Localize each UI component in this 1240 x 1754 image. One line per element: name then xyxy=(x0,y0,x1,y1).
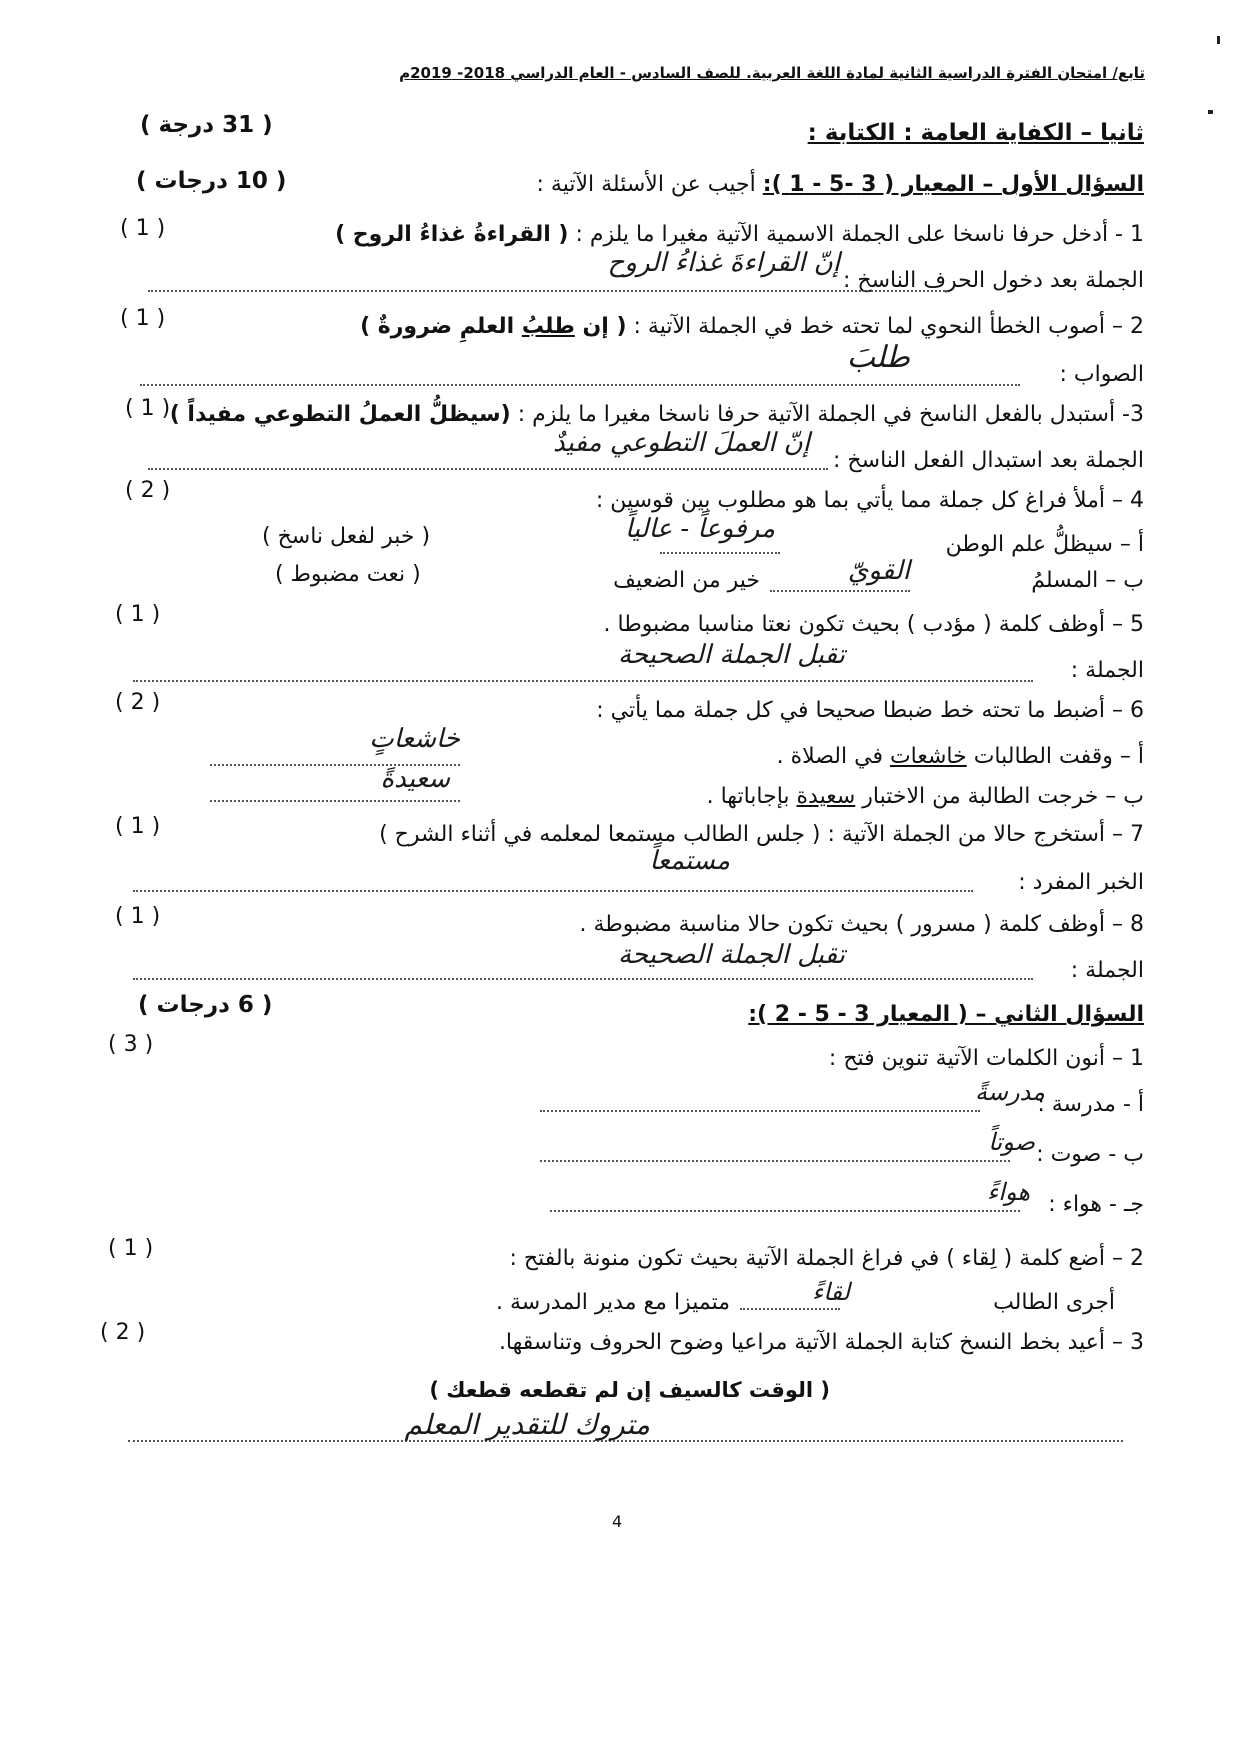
q1-item4-b-answer[interactable]: القويّ xyxy=(847,556,910,586)
q1-item6-b-target: سعيدة xyxy=(796,784,856,809)
q1-item1-text: 1 - أدخل حرفا ناسخا على الجملة الاسمية الآتية مغيرا ما يلزم : xyxy=(575,222,1144,247)
q1-item2-text: 2 – أصوب الخطأ النحوي لما تحته خط في الجملة الآتية : xyxy=(633,314,1144,339)
q1-item2-answer-label: الصواب : xyxy=(1059,362,1144,387)
q1-item5-answer-line xyxy=(133,680,1033,682)
q1-item1-prompt xyxy=(335,222,1144,247)
scan-speck xyxy=(1217,36,1220,44)
q1-item6-prompt: 6 – أضبط ما تحته خط ضبطا صحيحا في كل جملة مما يأتي : xyxy=(596,698,1144,723)
q1-item5-prompt: 5 – أوظف كلمة ( مؤدب ) بحيث تكون نعتا مناسبا مضبوطا . xyxy=(603,612,1144,637)
q1-item2-sentence: ( إن طلبُ العلمِ ضرورةٌ ) xyxy=(360,314,627,339)
scan-speck xyxy=(1208,110,1213,114)
q1-title: السؤال الأول – المعيار ( 3 -5 - 1 ): xyxy=(762,172,1144,197)
q1-item8-prompt: 8 – أوظف كلمة ( مسرور ) بحيث تكون حالا مناسبة مضبوطة . xyxy=(579,912,1144,937)
q2-item1-b-line xyxy=(540,1160,1010,1162)
q2-title: السؤال الثاني – ( المعيار 3 - 5 - 2 ): xyxy=(748,1002,1144,1027)
exam-header: تابع/ امتحان الفترة الدراسية الثانية لمادة اللغة العربية. للصف السادس - العام الدراسي 2018- 2019م xyxy=(399,64,1145,82)
q1-item4-a-text: أ – سيظلُّ علم الوطن xyxy=(945,532,1144,557)
q2-item2-answer[interactable]: لقاءً xyxy=(811,1278,850,1306)
q1-item2-answer-line xyxy=(140,384,1020,386)
q2-item2-prompt: 2 – أضع كلمة ( لِقاء ) في فراغ الجملة الآتية بحيث تكون منونة بالفتح : xyxy=(509,1246,1144,1271)
q1-item7-answer[interactable]: مستمعاً xyxy=(649,846,730,876)
q1-item5-answer[interactable]: تقبل الجملة الصحيحة xyxy=(617,640,845,670)
q1-item2-prompt xyxy=(360,314,1144,339)
q1-item1-answer[interactable]: إنّ القراءةَ غذاءُ الروح xyxy=(607,248,840,278)
q2-item1-prompt: 1 – أنون الكلمات الآتية تنوين فتح : xyxy=(828,1046,1144,1071)
page-number: 4 xyxy=(612,1512,623,1531)
q1-item7-score: ( 1 ) xyxy=(115,814,161,839)
q2-item1-a-label: أ - مدرسة : xyxy=(1037,1092,1144,1117)
q2-item3-answer[interactable]: متروك للتقدير المعلم xyxy=(404,1408,650,1441)
q2-item3-proverb: ( الوقت كالسيف إن لم تقطعه قطعك ) xyxy=(429,1378,830,1402)
q1-item3-answer-label: الجملة بعد استبدال الفعل الناسخ : xyxy=(833,448,1144,473)
q1-item6-b-answer[interactable]: سعيدةً xyxy=(380,764,450,794)
q2-item2-score: ( 1 ) xyxy=(108,1236,154,1261)
q2-item2-sentence-pre: أجرى الطالب xyxy=(993,1290,1115,1315)
q1-instruction: أجيب عن الأسئلة الآتية : xyxy=(536,172,756,197)
q2-item1-score: ( 3 ) xyxy=(108,1032,154,1057)
q1-item6-score: ( 2 ) xyxy=(115,690,161,715)
q1-item6-a-sentence: أ – وقفت الطالبات خاشعات في الصلاة . xyxy=(776,744,1144,769)
q1-marks: ( 10 درجات ) xyxy=(136,168,287,194)
q2-item1-c-label: جـ - هواء : xyxy=(1048,1192,1144,1217)
q1-item4-b-hint: ( نعت مضبوط ) xyxy=(275,562,421,587)
q1-item6-b-line xyxy=(210,800,460,802)
q2-item1-c-line xyxy=(550,1210,1020,1212)
q2-item1-b-answer[interactable]: صوتاً xyxy=(988,1128,1035,1156)
q1-item5-answer-label: الجملة : xyxy=(1070,658,1144,683)
section-marks: ( 31 درجة ) xyxy=(140,112,273,138)
q2-item2-answer-line xyxy=(740,1308,840,1310)
q1-item3-score: ( 1 ) xyxy=(125,396,171,421)
q1-item1-answer-label: الجملة بعد دخول الحرف الناسخ : xyxy=(843,268,1144,293)
q1-item2-score: ( 1 ) xyxy=(120,306,166,331)
q1-item8-answer-line xyxy=(133,978,1033,980)
q1-item4-a-answer[interactable]: مرفوعاً - عالياً xyxy=(624,514,775,544)
q1-item4-score: ( 2 ) xyxy=(125,478,171,503)
section-title: ثانيا – الكفاية العامة : الكتابة : xyxy=(807,120,1144,146)
q1-item6-b-sentence: ب – خرجت الطالبة من الاختبار سعيدة بإجاباتها . xyxy=(706,784,1144,809)
q1-item3-answer[interactable]: إنّ العملَ التطوعي مفيدٌ xyxy=(552,428,810,458)
q2-item1-a-line xyxy=(540,1110,980,1112)
q1-item8-answer[interactable]: تقبل الجملة الصحيحة xyxy=(617,940,845,970)
q2-item1-a-answer[interactable]: مدرسةً xyxy=(974,1078,1045,1106)
q1-item1-sentence: ( القراءةُ غذاءُ الروح ) xyxy=(335,222,569,247)
q1-item4-b-pre: ب – المسلمُ xyxy=(1031,568,1144,593)
q1-item4-b-post: خير من الضعيف xyxy=(613,568,760,593)
q1-item2-answer[interactable]: طلبَ xyxy=(846,340,910,375)
q1-item3-sentence: (سيظلُّ العملُ التطوعي مفيداً ) xyxy=(169,402,511,427)
q1-item3-text: 3- أستبدل بالفعل الناسخ في الجملة الآتية حرفا ناسخا مغيرا ما يلزم : xyxy=(517,402,1144,427)
q1-item3-prompt xyxy=(170,402,1144,427)
q1-item8-score: ( 1 ) xyxy=(115,904,161,929)
q2-item3-score: ( 2 ) xyxy=(100,1320,146,1345)
q1-item6-a-answer[interactable]: خاشعاتٍ xyxy=(369,724,460,754)
q1-item1-score: ( 1 ) xyxy=(120,216,166,241)
q1-item4-b-line xyxy=(770,590,910,592)
q2-item1-c-answer[interactable]: هواءً xyxy=(986,1178,1030,1206)
q1-item7-answer-line xyxy=(133,890,973,892)
q1-item3-answer-line xyxy=(148,468,828,470)
q2-item2-sentence-post: متميزا مع مدير المدرسة . xyxy=(495,1290,730,1315)
q1-item1-answer-line xyxy=(148,290,948,292)
q1-item5-score: ( 1 ) xyxy=(115,602,161,627)
q1-item4-a-line xyxy=(660,552,780,554)
q1-header xyxy=(537,172,1144,197)
q2-item3-prompt: 3 – أعيد بخط النسخ كتابة الجملة الآتية مراعيا وضوح الحروف وتناسقها. xyxy=(498,1330,1144,1355)
q2-item1-b-label: ب - صوت : xyxy=(1036,1142,1144,1167)
q1-item6-a-target: خاشعات xyxy=(889,744,967,769)
q1-item8-answer-label: الجملة : xyxy=(1070,958,1144,983)
q1-item7-prompt: 7 – أستخرج حالا من الجملة الآتية : ( جلس الطالب مستمعا لمعلمه في أثناء الشرح ) xyxy=(379,822,1144,847)
q1-item7-answer-label: الخبر المفرد : xyxy=(1018,870,1144,895)
q1-item4-prompt: 4 – أملأ فراغ كل جملة مما يأتي بما هو مطلوب بين قوسين : xyxy=(595,488,1144,513)
q2-marks: ( 6 درجات ) xyxy=(138,992,273,1018)
q1-item4-a-hint: ( خبر لفعل ناسخ ) xyxy=(262,524,431,549)
